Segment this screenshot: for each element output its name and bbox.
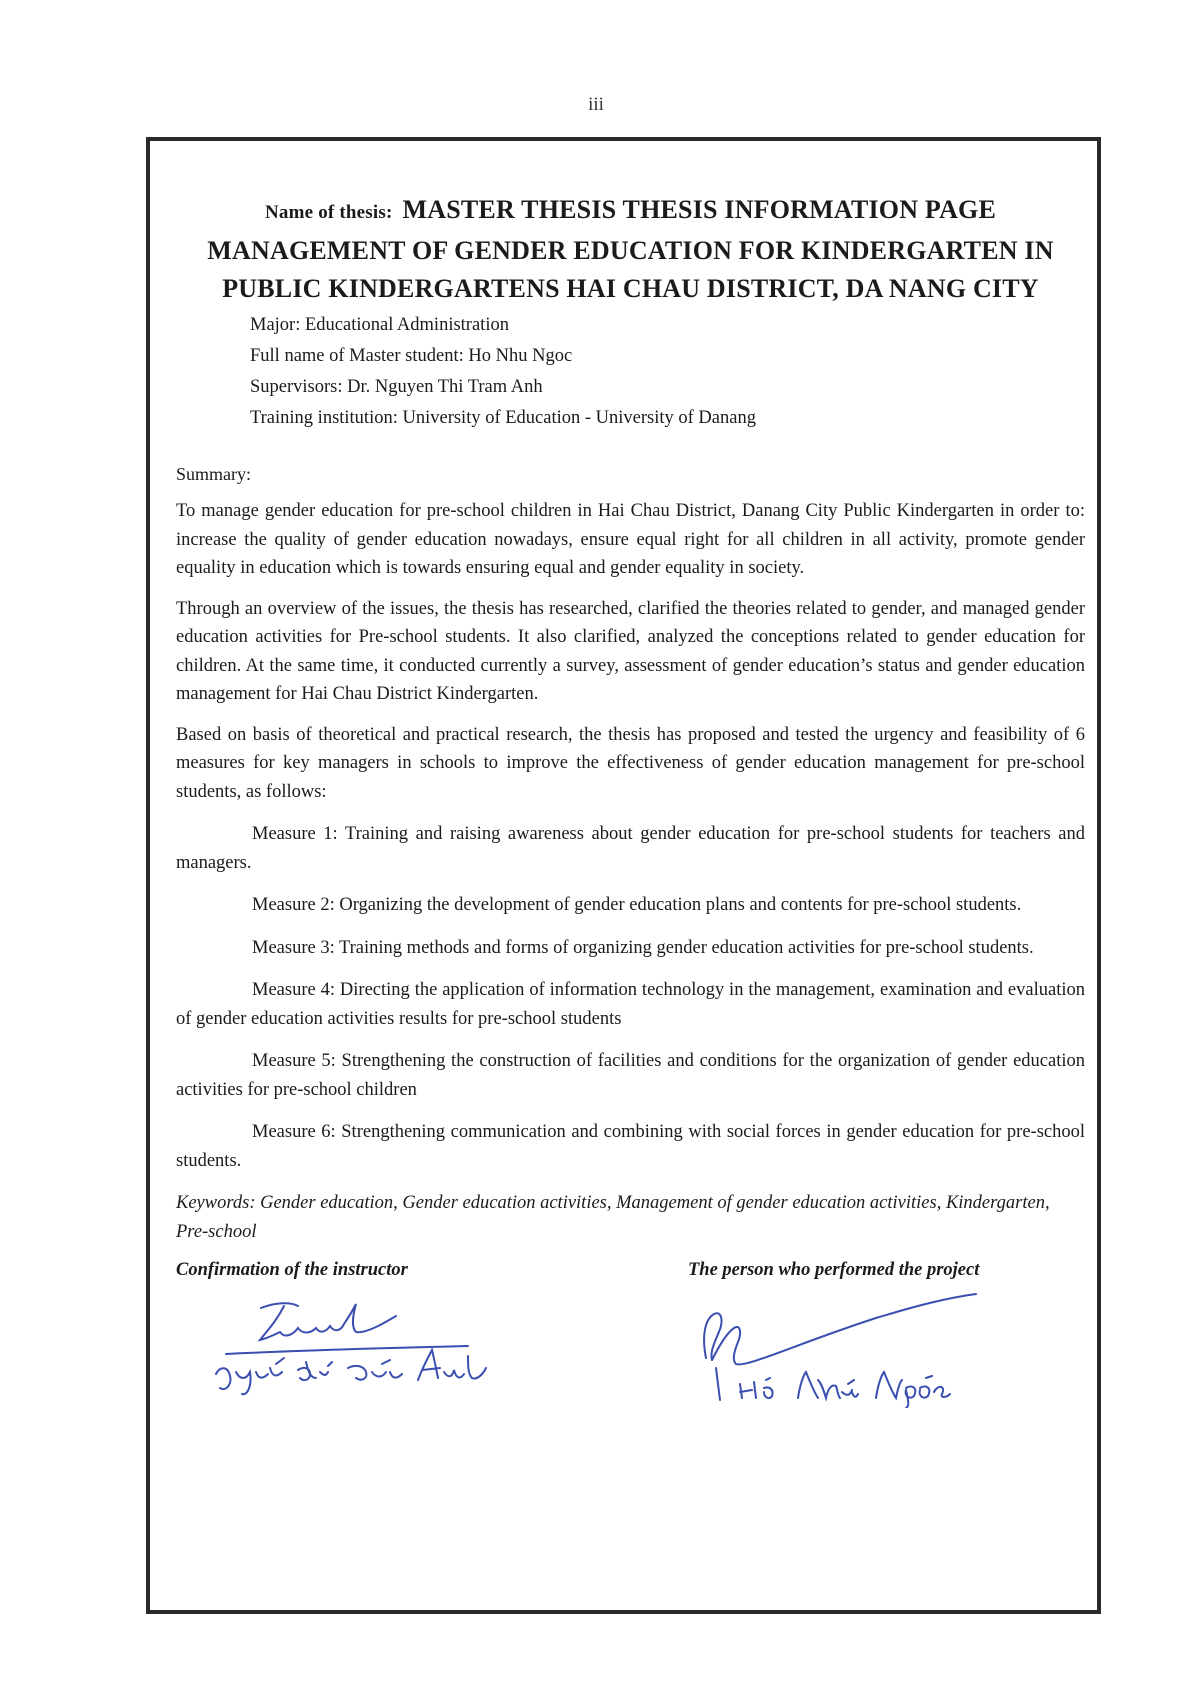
page-number: iii	[588, 94, 604, 115]
thesis-info-frame	[146, 137, 1101, 1614]
training-institution: Training institution: University of Education - University of Danang	[250, 408, 756, 428]
summary-paragraph: To manage gender education for pre-school children in Hai Chau District, Danang City Public Kindergarten in order to: increase the quality of gender education nowadays, ensure equal right for all children in all activity, promote gender equality in education which is towards ensuring equal and gender equality in society.	[176, 501, 1085, 578]
instructor-signature	[206, 1288, 506, 1398]
summary-paragraph: Based on basis of theoretical and practical research, the thesis has proposed and tested the urgency and feasibility of 6 measures for key managers in schools to improve the effectiveness of gender education management for pre-school students, as follows:	[176, 724, 1085, 802]
title-text-1: MASTER THESIS THESIS INFORMATION PAGE	[402, 195, 997, 224]
measure-item: Measure 3: Training methods and forms of organizing gender education activities for pre-school students.	[252, 937, 1034, 958]
summary-paragraph: Through an overview of the issues, the thesis has researched, clarified the theories related to gender, and managed gender education activities for Pre-school students. It also clarified, analyzed the conceptions related to gender education for children. At the same time, it conducted currently a survey, assessment of gender education’s status and gender education management for Hai Chau District Kindergarten.	[176, 598, 1085, 704]
document-body	[176, 141, 1085, 1460]
measure-item: Measure 4: Directing the application of information technology in the management, examination and evaluation of gender education activities results for pre-school students	[176, 980, 1085, 1029]
title-label: Name of thesis:	[264, 202, 393, 223]
title-line-3: PUBLIC KINDERGARTENS HAI CHAU DISTRICT, DA NANG CITY	[222, 274, 1039, 303]
thesis-metadata	[250, 310, 1085, 434]
signature-section	[176, 1260, 1085, 1460]
major: Major: Educational Administration	[250, 315, 509, 335]
author-label: The person who performed the project	[688, 1260, 980, 1280]
thesis-title	[176, 191, 1085, 308]
measure-item: Measure 2: Organizing the development of gender education plans and contents for pre-school students.	[252, 895, 1022, 915]
title-line-1	[176, 191, 1085, 232]
measure-item: Measure 5: Strengthening the construction of facilities and conditions for the organization of gender education activities for pre-school children	[176, 1051, 1085, 1100]
measure-item: Measure 6: Strengthening communication and combining with social forces in gender education for pre-school students.	[176, 1122, 1085, 1171]
supervisors: Supervisors: Dr. Nguyen Thi Tram Anh	[250, 377, 543, 397]
author-signature	[676, 1288, 1006, 1408]
keywords: Keywords: Gender education, Gender education activities, Management of gender education activities, Kindergarten, Pre-school	[176, 1193, 1050, 1242]
instructor-confirmation-label: Confirmation of the instructor	[176, 1260, 408, 1280]
summary-label: Summary:	[176, 464, 251, 484]
student-name: Full name of Master student: Ho Nhu Ngoc	[250, 346, 573, 366]
title-line-2: MANAGEMENT OF GENDER EDUCATION FOR KINDERGARTEN IN	[207, 236, 1054, 265]
measure-item: Measure 1: Training and raising awareness about gender education for pre-school students for teachers and managers.	[176, 824, 1085, 873]
